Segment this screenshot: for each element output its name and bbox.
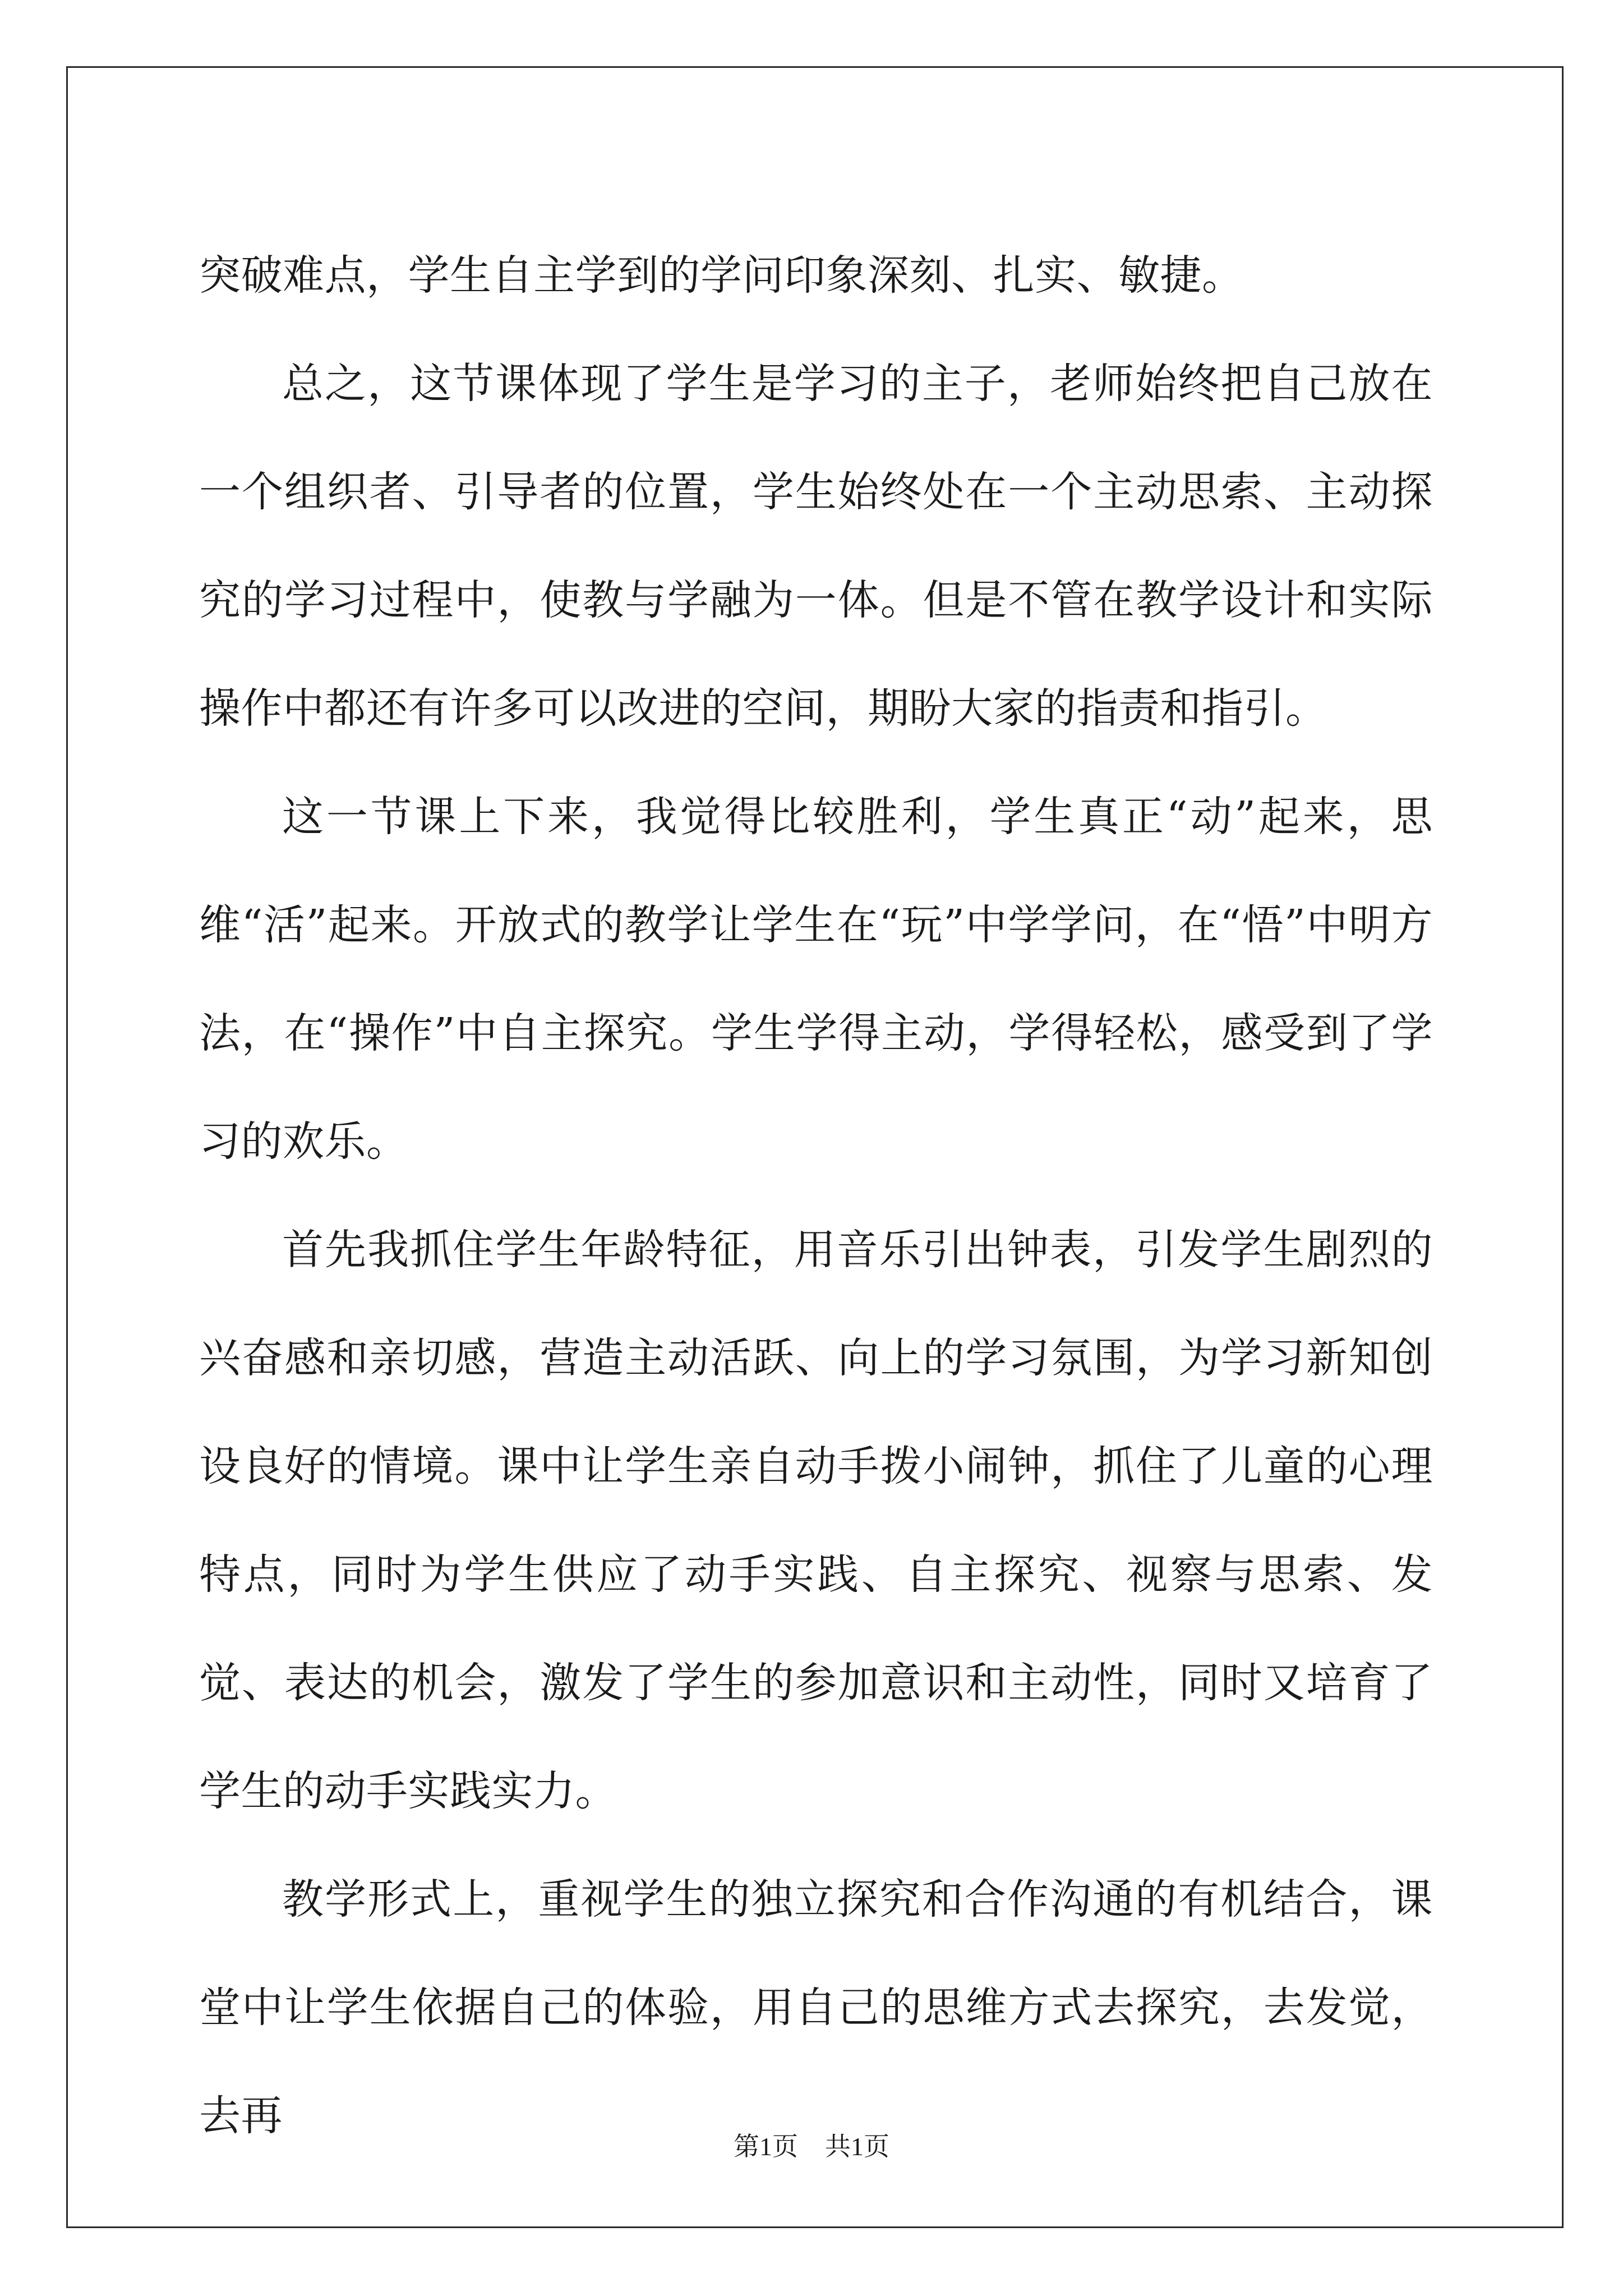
page-number: 第1页 <box>734 2132 798 2161</box>
paragraph-5: 教学形式上，重视学生的独立探究和合作沟通的有机结合，课堂中让学生依据自己的体验，用自己的思维方式去探究，去发觉，去再 <box>199 1875 1433 2140</box>
document-body <box>199 222 1433 2170</box>
paragraph-4: 首先我抓住学生年龄特征，用音乐引出钟表，引发学生剧烈的兴奋感和亲切感，营造主动活跃、向上的学习氛围，为学习新知创设良好的情境。课中让学生亲自动手拨小闹钟，抓住了儿童的心理特点，同时为学生供应了动手实践、自主探究、视察与思索、发觉、表达的机会，激发了学生的参加意识和主动性，同时又培育了学生的动手实践实力。 <box>199 1226 1433 1815</box>
page-total: 共1页 <box>825 2132 889 2161</box>
paragraph-1: 突破难点，学生自主学到的学问印象深刻、扎实、敏捷。 <box>199 251 1244 300</box>
page-footer <box>0 2126 1623 2163</box>
paragraph-3: 这一节课上下来，我觉得比较胜利，学生真正“动”起来，思维“活”起来。开放式的教学让学生在“玩”中学学问，在“悟”中明方法，在“操作”中自主探究。学生学得主动，学得轻松，感受到了学习的欢乐。 <box>199 793 1433 1166</box>
paragraph-2: 总之，这节课体现了学生是学习的主子，老师始终把自己放在一个组织者、引导者的位置，学生始终处在一个主动思索、主动探究的学习过程中，使教与学融为一体。但是不管在教学设计和实际操作中都还有许多可以改进的空间，期盼大家的指责和指引。 <box>199 360 1433 733</box>
